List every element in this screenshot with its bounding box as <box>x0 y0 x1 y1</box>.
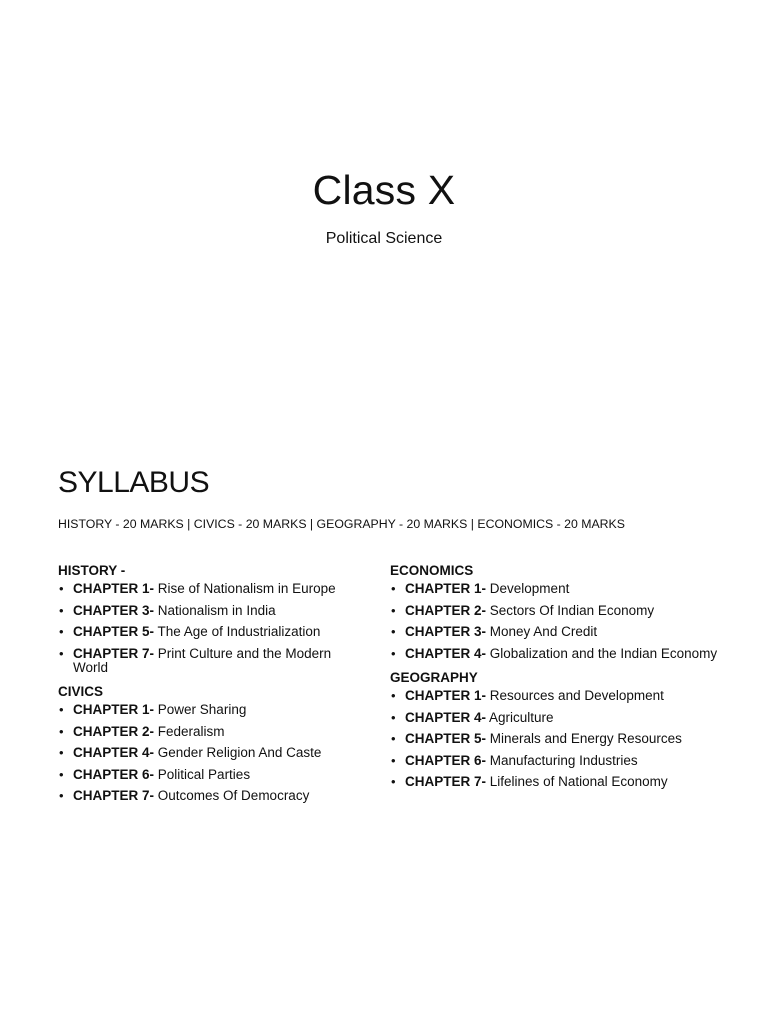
bullet-icon: • <box>59 581 64 596</box>
history-heading: HISTORY - <box>58 563 126 578</box>
list-item <box>58 703 358 717</box>
chapter-number: CHAPTER 7- <box>73 788 155 803</box>
right-column <box>390 561 720 797</box>
chapter-number: CHAPTER 6- <box>405 752 487 768</box>
bullet-icon: • <box>59 624 64 639</box>
bullet-icon: • <box>391 709 396 725</box>
chapter-title: Money And Credit <box>489 624 598 639</box>
bullet-icon: • <box>59 745 64 760</box>
economics-heading: ECONOMICS <box>390 563 474 578</box>
chapter-number: CHAPTER 4- <box>73 745 155 760</box>
chapter-title: Federalism <box>157 723 225 739</box>
chapter-number: CHAPTER 5- <box>405 731 487 746</box>
chapter-title: Rise of Nationalism in Europe <box>157 581 336 596</box>
list-item <box>390 711 720 725</box>
chapter-title: Globalization and the Indian Economy <box>489 645 718 661</box>
chapter-number: CHAPTER 2- <box>73 723 155 739</box>
list-item <box>390 647 720 661</box>
chapter-title: Manufacturing Industries <box>489 752 638 768</box>
list-item <box>58 789 358 803</box>
list-item <box>390 604 720 618</box>
list-item <box>390 775 720 789</box>
bullet-icon: • <box>391 624 396 639</box>
list-item <box>58 582 358 596</box>
chapter-number: CHAPTER 1- <box>73 702 155 717</box>
bullet-icon: • <box>391 688 396 703</box>
bullet-icon: • <box>391 645 396 661</box>
geography-chapter-list <box>390 689 720 789</box>
chapter-number: CHAPTER 7- <box>405 774 487 789</box>
chapter-number: CHAPTER 1- <box>405 688 487 703</box>
civics-chapter-list <box>58 703 358 803</box>
chapter-title: Agriculture <box>489 709 554 725</box>
bullet-icon: • <box>391 602 396 618</box>
chapter-number: CHAPTER 4- <box>405 709 487 725</box>
list-item <box>58 725 358 739</box>
list-item <box>390 754 720 768</box>
list-item <box>390 732 720 746</box>
chapter-title: The Age of Industrialization <box>157 624 321 639</box>
bullet-icon: • <box>59 788 64 803</box>
bullet-icon: • <box>59 766 64 782</box>
list-item <box>390 582 720 596</box>
page-title: Class X <box>312 167 456 213</box>
syllabus-heading: SYLLABUS <box>58 466 210 499</box>
chapter-title: Sectors Of Indian Economy <box>489 602 655 618</box>
list-item <box>58 625 358 639</box>
chapter-title: Political Parties <box>157 766 251 782</box>
chapter-number: CHAPTER 5- <box>73 624 155 639</box>
bullet-icon: • <box>391 774 396 789</box>
bullet-icon: • <box>391 581 396 596</box>
bullet-icon: • <box>59 702 64 717</box>
chapter-title: Power Sharing <box>157 702 247 717</box>
chapter-title: Minerals and Energy Resources <box>489 731 682 746</box>
list-item <box>58 746 358 760</box>
page-subtitle: Political Science <box>325 230 443 247</box>
bullet-icon: • <box>59 645 64 661</box>
chapter-title: Nationalism in India <box>157 602 276 618</box>
geography-heading: GEOGRAPHY <box>390 670 478 685</box>
economics-chapter-list <box>390 582 720 661</box>
marks-summary: HISTORY - 20 MARKS | CIVICS - 20 MARKS | GEOGRAPHY - 20 MARKS | ECONOMICS - 20 MARKS <box>58 517 625 531</box>
chapter-title: Development <box>489 581 570 596</box>
chapter-number: CHAPTER 2- <box>405 602 487 618</box>
list-item <box>58 768 358 782</box>
history-chapter-list <box>58 582 358 675</box>
left-column <box>58 561 358 811</box>
list-item <box>390 689 720 703</box>
chapter-number: CHAPTER 6- <box>73 766 155 782</box>
chapter-number: CHAPTER 3- <box>73 602 155 618</box>
list-item <box>58 604 358 618</box>
chapter-title: Lifelines of National Economy <box>489 774 668 789</box>
chapter-title: Gender Religion And Caste <box>157 745 322 760</box>
chapter-number: CHAPTER 7- <box>73 645 155 661</box>
civics-heading: CIVICS <box>58 684 104 699</box>
chapter-number: CHAPTER 1- <box>73 581 155 596</box>
list-item <box>390 625 720 639</box>
chapter-title: Print Culture and the Modern World <box>73 645 332 675</box>
bullet-icon: • <box>391 731 396 746</box>
chapter-title: Outcomes Of Democracy <box>157 788 310 803</box>
list-item <box>58 647 358 675</box>
chapter-number: CHAPTER 3- <box>405 624 487 639</box>
bullet-icon: • <box>59 723 64 739</box>
chapter-number: CHAPTER 1- <box>405 581 487 596</box>
bullet-icon: • <box>59 602 64 618</box>
chapter-number: CHAPTER 4- <box>405 645 487 661</box>
bullet-icon: • <box>391 752 396 768</box>
chapter-title: Resources and Development <box>489 688 664 703</box>
